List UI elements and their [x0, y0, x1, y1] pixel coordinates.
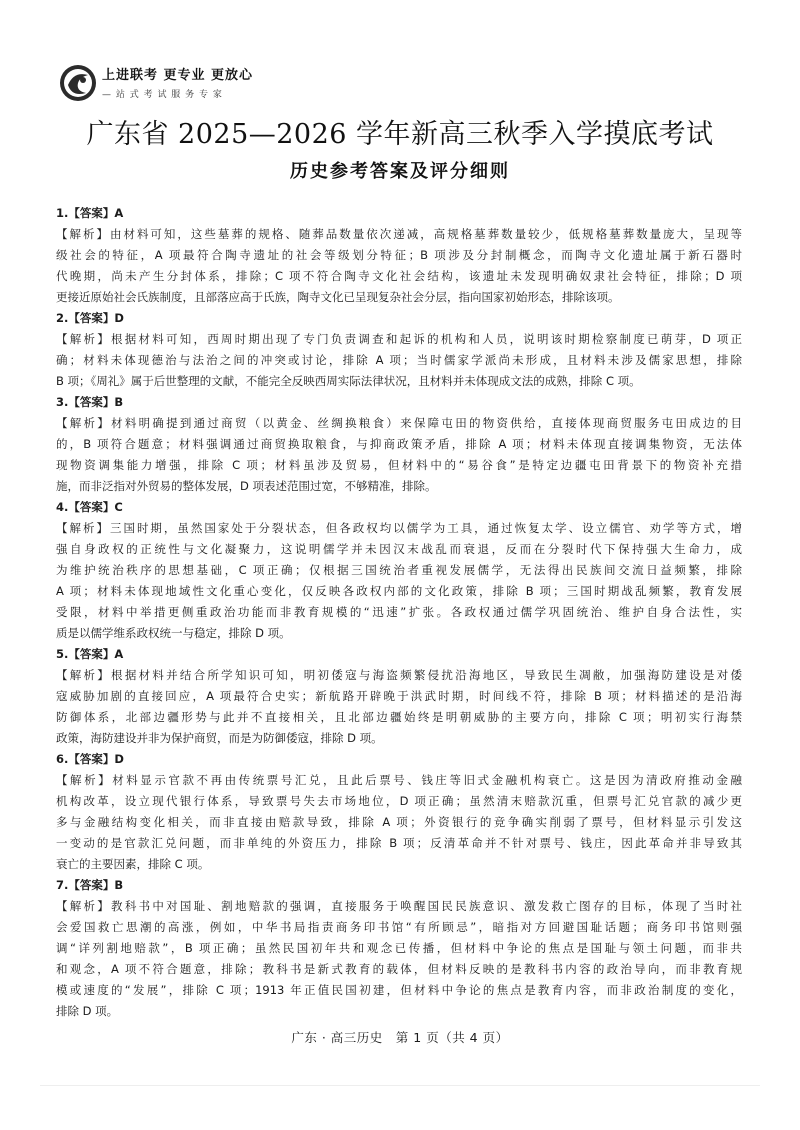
- explanation-line: 为维护统治秩序的思想基础，C 项正确；仅根据三国统治者重视发展儒学，无法得出民族间交流日益频繁，排除: [56, 563, 742, 577]
- question-item: [56, 392, 742, 497]
- explanation: [56, 224, 742, 308]
- answer-line: 2.【答案】D: [56, 311, 124, 325]
- explanation-line: 衰亡的主要因素，排除 C 项。: [56, 857, 210, 871]
- explanation-line: 施，而非泛指对外贸易的整体发展，D 项表述范围过宽，不够精准，排除。: [56, 479, 437, 493]
- explanation-line: 模或速度的“发展”，排除 C 项；1913 年正值民国初建，但材料中争论的焦点是教育内容，而非政治制度的变化，: [56, 983, 742, 997]
- answer-line: 1.【答案】A: [56, 206, 124, 220]
- question-item: [56, 749, 742, 875]
- question-item: [56, 644, 742, 749]
- page-title: 广东省 2025—2026 学年新高三秋季入学摸底考试: [86, 119, 714, 150]
- explanation-line: A 项；材料未体现地域性文化重心变化，仅反映各政权内部的文化政策，排除 B 项；三国时期战乱频繁，教育发展: [56, 584, 742, 598]
- answer-line: 3.【答案】B: [56, 395, 124, 409]
- question-item: [56, 203, 742, 308]
- explanation-line: 【解析】材料显示官款不再由传统票号汇兑，且此后票号、钱庄等旧式金融机构衰亡。这是因为清政府推动金融: [56, 773, 742, 787]
- explanation-line: 代晚期，尚未产生分封体系，排除；C 项不符合陶寺文化社会结构，该遗址未发现明确奴隶社会特征，排除；D 项: [56, 269, 742, 283]
- explanation-line: 防御体系，北部边疆形势与此并不直接相关，且北部边疆始终是明朝威胁的主要方向，排除 C 项；明初实行海禁: [56, 710, 742, 724]
- explanation-line: 寇威胁加剧的直接回应，A 项最符合史实；新航路开辟晚于洪武时期，时间线不符，排除 B 项；材料描述的是沿海: [56, 689, 742, 703]
- answer-line: 6.【答案】D: [56, 752, 124, 766]
- page-footer: 广东 · 高三历史 第 1 页（共 4 页）: [291, 1030, 509, 1045]
- explanation: [56, 518, 742, 644]
- explanation-line: 排除 D 项。: [56, 1004, 119, 1018]
- explanation: [56, 329, 742, 392]
- explanation: [56, 896, 742, 1022]
- explanation-line: 确；材料未体现德治与法治之间的冲突或讨论，排除 A 项；当时儒家学派尚未形成，且材料未涉及儒家思想，排除: [56, 353, 742, 367]
- explanation-line: 【解析】根据材料并结合所学知识可知，明初倭寇与海盗频繁侵扰沿海地区，导致民生凋敝，加强海防建设是对倭: [56, 668, 742, 682]
- explanation-line: 【解析】根据材料可知，西周时期出现了专门负责调查和起诉的机构和人员，说明该时期检察制度已萌芽，D 项正: [56, 332, 742, 346]
- header-slogan: 上进联考 更专业 更放心: [102, 67, 254, 83]
- answer-line: 5.【答案】A: [56, 647, 124, 661]
- header-tagline: — 站 式 考 试 服 务 专 家: [102, 89, 223, 100]
- explanation: [56, 770, 742, 875]
- explanation: [56, 665, 742, 749]
- explanation-line: 会爱国救亡思潮的高涨，例如，中华书局指责商务印书馆“有所顾忌”，暗指对方回避国耻话题；商务印书馆则强: [56, 920, 742, 934]
- explanation: [56, 413, 742, 497]
- explanation-line: 一变动的是官款汇兑问题，而非单纯的外资压力，排除 B 项；反清革命并不针对票号、钱庄，因此革命并非导致其: [56, 836, 742, 850]
- question-list: [56, 203, 742, 1022]
- explanation-line: 更接近原始社会氏族制度，且部落应高于氏族，陶寺文化已呈现复杂社会分层，指向国家初始形态，排除该项。: [56, 290, 620, 304]
- explanation-line: 的，B 项符合题意；材料强调通过商贸换取粮食，与抑商政策矛盾，排除 A 项；材料未体现直接调集物资，无法体: [56, 437, 742, 451]
- explanation-line: 【解析】教科书中对国耻、割地赔款的强调，直接服务于唤醒国民民族意识、激发救亡图存的目标，体现了当时社: [56, 899, 742, 913]
- explanation-line: 【解析】三国时期，虽然国家处于分裂状态，但各政权均以儒学为工具，通过恢复太学、设立儒官、劝学等方式，增: [56, 521, 742, 535]
- explanation-line: 【解析】由材料可知，这些墓葬的规格、随葬品数量依次递减，高规格墓葬数量较少，低规格墓葬数量庞大，呈现等: [56, 227, 742, 241]
- explanation-line: 机构改革，设立现代银行体系，导致票号失去市场地位，D 项正确；虽然清末赔款沉重，但票号汇兑官款的减少更: [56, 794, 742, 808]
- question-item: [56, 497, 742, 644]
- explanation-line: 【解析】材料明确提到通过商贸（以黄金、丝绸换粮食）来保障屯田的物资供给，直接体现商贸服务屯田成边的目: [56, 416, 742, 430]
- logo-text: [102, 67, 253, 100]
- explanation-line: 多与金融结构变化相关，而非直接由赔款导致，排除 A 项；外资银行的竞争确实削弱了票号，但材料显示引发这: [56, 815, 742, 829]
- header-logo: [58, 60, 253, 106]
- explanation-line: 质是以儒学维系政权统一与稳定，排除 D 项。: [56, 626, 291, 640]
- question-item: [56, 875, 742, 1022]
- bottom-divider: [40, 1085, 760, 1086]
- explanation-line: 调“详列割地赔款”，B 项正确；虽然民国初年共和观念已传播，但材料中争论的焦点是国耻与领土问题，而非共: [56, 941, 742, 955]
- explanation-line: 现物资调集能力增强，排除 C 项；材料虽涉及贸易，但材料中的“易谷食”是特定边疆屯田背景下的物资补充措: [56, 458, 742, 472]
- page-subtitle: 历史参考答案及评分细则: [290, 161, 510, 182]
- explanation-line: B 项；《周礼》属于后世整理的文献，不能完全反映西周实际法律状况，且材料并未体现成文法的成熟，排除 C 项。: [56, 374, 641, 388]
- explanation-line: 强自身政权的正统性与文化凝聚力，这说明儒学并未因汉末战乱而衰退，反而在分裂时代下保持强大生命力，成: [56, 542, 742, 556]
- question-item: [56, 308, 742, 392]
- explanation-line: 受限，材料中举措更侧重政治功能而非教育规模的“迅速”扩张。各政权通过儒学巩固统治、维护自身合法性，实: [56, 605, 742, 619]
- brand-logo-icon: [58, 63, 98, 103]
- explanation-line: 级社会的特征，A 项最符合陶寺遗址的社会等级划分特征；B 项涉及分封制概念，而陶寺文化遗址属于新石器时: [56, 248, 742, 262]
- answer-line: 4.【答案】C: [56, 500, 123, 514]
- explanation-line: 和观念，A 项不符合题意，排除；教科书是新式教育的载体，但材料反映的是教科书内容的政治导向，而非教育规: [56, 962, 742, 976]
- answer-line: 7.【答案】B: [56, 878, 124, 892]
- explanation-line: 政策，海防建设并非为保护商贸，而是为防御倭寇，排除 D 项。: [56, 731, 383, 745]
